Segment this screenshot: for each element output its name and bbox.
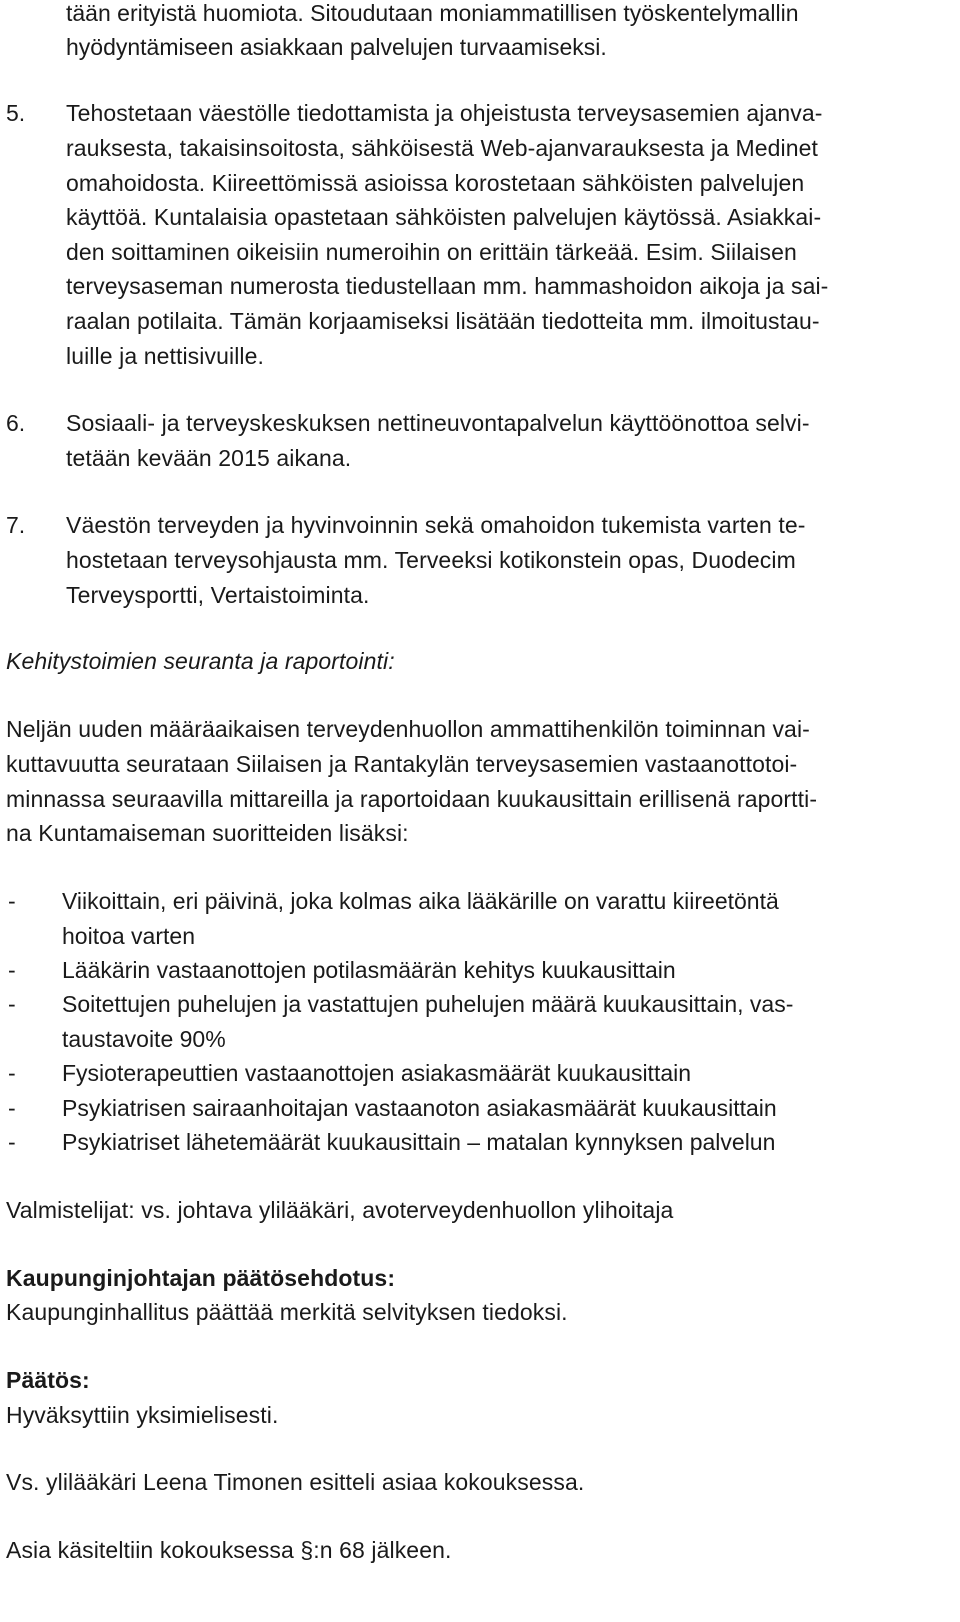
decision-text: Hyväksyttiin yksimielisesti. [6,1402,279,1428]
item-number: 7. [6,512,26,538]
paragraph-line: na Kuntamaiseman suoritteiden lisäksi: [6,820,409,846]
item-line: den soittaminen oikeisiin numeroihin on erittäin tärkeää. Esim. Siilaisen [66,239,797,265]
continuation-line: hyödyntämiseen asiakkaan palvelujen turvaamiseksi. [66,34,607,60]
paragraph-line: kuttavuutta seurataan Siilaisen ja Rantakylän terveysasemien vastaanottotoi- [6,751,798,777]
bullet-dash: - [8,1129,16,1155]
section-heading-monitoring: Kehitystoimien seuranta ja raportointi: [6,648,395,674]
decision-heading: Päätös: [6,1367,90,1393]
bullet-item-continued: hoitoa varten [62,923,195,949]
item-line: omahoidosta. Kiireettömissä asioissa korostetaan sähköisten palvelujen [66,170,805,196]
item-line: Sosiaali- ja terveyskeskuksen nettineuvontapalvelun käyttöönottoa selvi- [66,410,810,436]
paragraph-line: minnassa seuraavilla mittareilla ja raportoidaan kuukausittain erillisenä raportti- [6,786,818,812]
item-line: luille ja nettisivuille. [66,343,264,369]
item-line: rauksesta, takaisinsoitosta, sähköisestä Web-ajanvarauksesta ja Medinet [66,135,819,161]
bullet-dash: - [8,1095,16,1121]
bullet-dash: - [8,957,16,983]
proposal-text: Kaupunginhallitus päättää merkitä selvityksen tiedoksi. [6,1299,568,1325]
item-line: Terveysportti, Vertaistoiminta. [66,582,370,608]
continuation-line: tään erityistä huomiota. Sitoudutaan moniammatillisen työskentelymallin [66,0,799,26]
bullet-dash: - [8,1060,16,1086]
item-line: hostetaan terveysohjausta mm. Terveeksi kotikonstein opas, Duodecim [66,547,796,573]
bullet-dash: - [8,888,16,914]
item-number: 5. [6,100,26,126]
bullet-item: Lääkärin vastaanottojen potilasmäärän kehitys kuukausittain [62,957,676,983]
item-line: käyttöä. Kuntalaisia opastetaan sähköisten palvelujen käytössä. Asiakkai- [66,204,822,230]
bullet-item: Fysioterapeuttien vastaanottojen asiakasmäärät kuukausittain [62,1060,692,1086]
paragraph-line: Neljän uuden määräaikaisen terveydenhuollon ammattihenkilön toiminnan vai- [6,716,810,742]
handled-line: Asia käsiteltiin kokouksessa §:n 68 jälkeen. [6,1537,452,1563]
item-line: Tehostetaan väestölle tiedottamista ja ohjeistusta terveysasemien ajanva- [66,100,823,126]
bullet-dash: - [8,991,16,1017]
item-line: terveysaseman numerosta tiedustellaan mm. hammashoidon aikoja ja sai- [66,273,829,299]
bullet-item: Psykiatriset lähetemäärät kuukausittain – matalan kynnyksen palvelun [62,1129,776,1155]
preparers-line: Valmistelijat: vs. johtava ylilääkäri, avoterveydenhuollon ylihoitaja [6,1197,674,1223]
item-line: Väestön terveyden ja hyvinvoinnin sekä omahoidon tukemista varten te- [66,512,806,538]
item-line: tetään kevään 2015 aikana. [66,445,352,471]
bullet-item: Psykiatrisen sairaanhoitajan vastaanoton asiakasmäärät kuukausittain [62,1095,777,1121]
proposal-heading: Kaupunginjohtajan päätösehdotus: [6,1265,396,1291]
item-line: raalan potilaita. Tämän korjaamiseksi lisätään tiedotteita mm. ilmoitustau- [66,308,820,334]
presenter-line: Vs. ylilääkäri Leena Timonen esitteli asiaa kokouksessa. [6,1469,585,1495]
bullet-item: Viikoittain, eri päivinä, joka kolmas aika lääkärille on varattu kiireetöntä [62,888,779,914]
bullet-item-continued: taustavoite 90% [62,1026,226,1052]
bullet-item: Soitettujen puhelujen ja vastattujen puhelujen määrä kuukausittain, vas- [62,991,794,1017]
item-number: 6. [6,410,26,436]
